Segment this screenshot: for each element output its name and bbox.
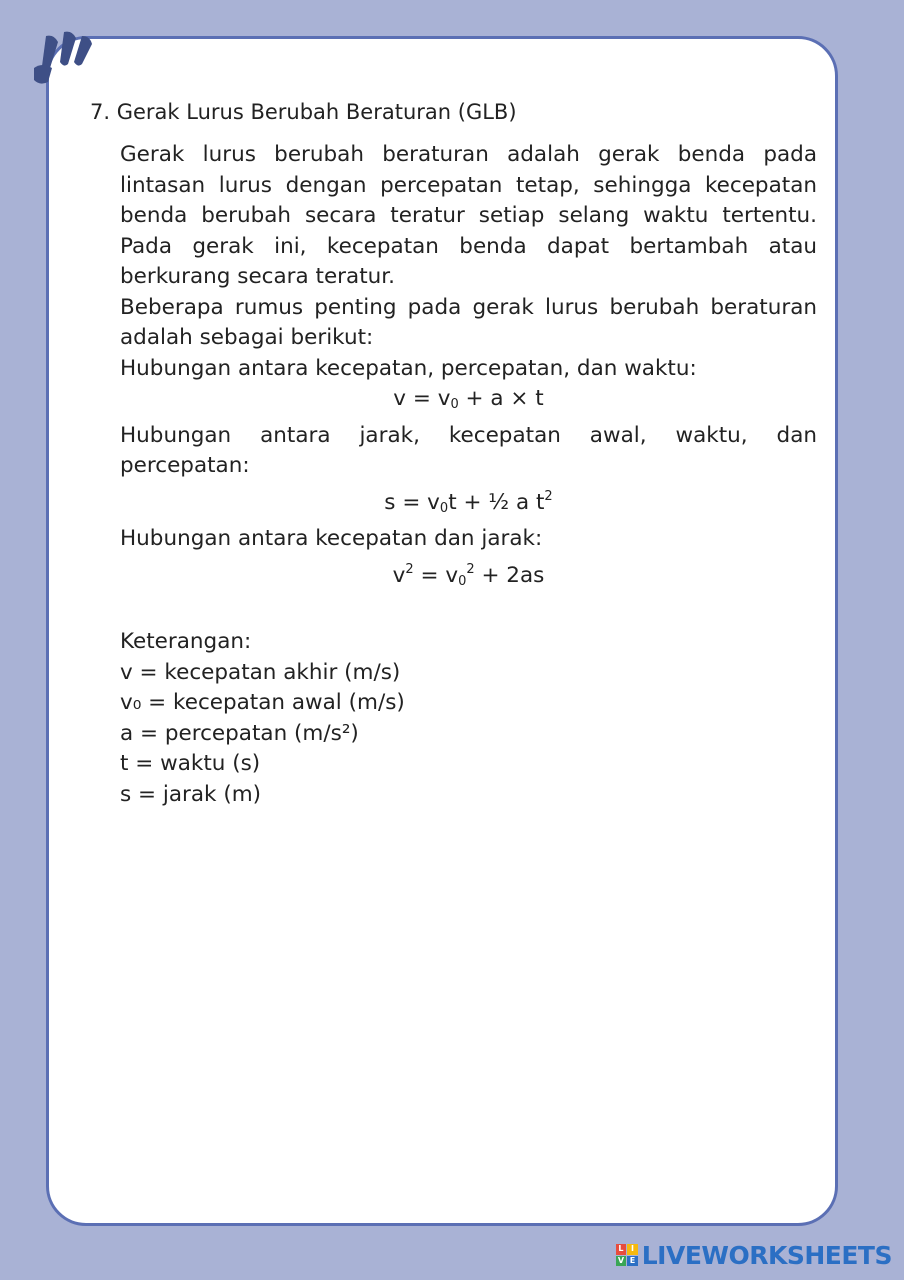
spacer bbox=[120, 597, 817, 627]
paragraph-formulas-intro bbox=[120, 293, 817, 354]
formula-part: t + ½ a t bbox=[448, 489, 545, 515]
formula-superscript: 2 bbox=[405, 561, 414, 577]
text-line: berkurang secara teratur. bbox=[120, 264, 395, 289]
formula-velocity-distance bbox=[120, 555, 817, 598]
formula-part: v bbox=[392, 562, 406, 588]
relation-label-distance: Hubungan antara jarak, kecepatan awal, waktu, dan bbox=[120, 422, 817, 448]
legend-item: a = percepatan (m/s²) bbox=[120, 720, 359, 746]
section-heading: 7. Gerak Lurus Berubah Beraturan (GLB) bbox=[90, 100, 517, 124]
logo-letter: L bbox=[616, 1244, 627, 1255]
relation-label-distance-cont: percepatan: bbox=[120, 453, 250, 478]
legend-item: v₀ = kecepatan awal (m/s) bbox=[120, 690, 405, 715]
content-body bbox=[120, 140, 817, 810]
formula-part: = v bbox=[413, 562, 459, 588]
legend-item: t = waktu (s) bbox=[120, 751, 261, 776]
logo-letter: E bbox=[627, 1256, 638, 1267]
formula-part: v = v bbox=[393, 386, 451, 411]
logo-letter: I bbox=[627, 1244, 638, 1255]
formula-part: + a × t bbox=[458, 386, 544, 411]
formula-subscript: 0 bbox=[458, 573, 467, 589]
relation-label-velocity: Hubungan antara kecepatan, percepatan, dan waktu: bbox=[120, 355, 697, 381]
legend-item: v = kecepatan akhir (m/s) bbox=[120, 659, 401, 685]
formula-part: + 2as bbox=[474, 562, 545, 588]
formula-superscript: 2 bbox=[466, 561, 475, 577]
liveworksheets-logo-icon bbox=[616, 1244, 638, 1266]
relation-label-velocity-distance: Hubungan antara kecepatan dan jarak: bbox=[120, 526, 543, 551]
legend-title: Keterangan: bbox=[120, 629, 252, 654]
text-line: benda berubah secara teratur setiap selang waktu tertentu. bbox=[120, 203, 817, 228]
liveworksheets-logo-text: LIVEWORKSHEETS bbox=[641, 1240, 892, 1270]
decorative-strokes-icon bbox=[28, 28, 108, 92]
paragraph-definition bbox=[120, 140, 817, 293]
text-line: Gerak lurus berubah beraturan adalah gerak benda pada bbox=[120, 142, 817, 167]
text-line: Pada gerak ini, kecepatan benda dapat bertambah atau bbox=[120, 233, 817, 259]
formula-distance bbox=[120, 482, 817, 525]
formula-subscript: 0 bbox=[450, 397, 459, 412]
text-line: adalah sebagai berikut: bbox=[120, 325, 374, 350]
text-line: lintasan lurus dengan percepatan tetap, sehingga kecepatan bbox=[120, 172, 817, 198]
legend-item: s = jarak (m) bbox=[120, 781, 262, 807]
formula-part: s = v bbox=[384, 489, 440, 515]
text-line: Beberapa rumus penting pada gerak lurus berubah beraturan bbox=[120, 294, 817, 320]
logo-letter: V bbox=[616, 1256, 627, 1267]
liveworksheets-logo bbox=[616, 1240, 892, 1270]
formula-velocity bbox=[120, 384, 817, 421]
formula-superscript: 2 bbox=[544, 488, 553, 504]
formula-subscript: 0 bbox=[439, 500, 449, 516]
